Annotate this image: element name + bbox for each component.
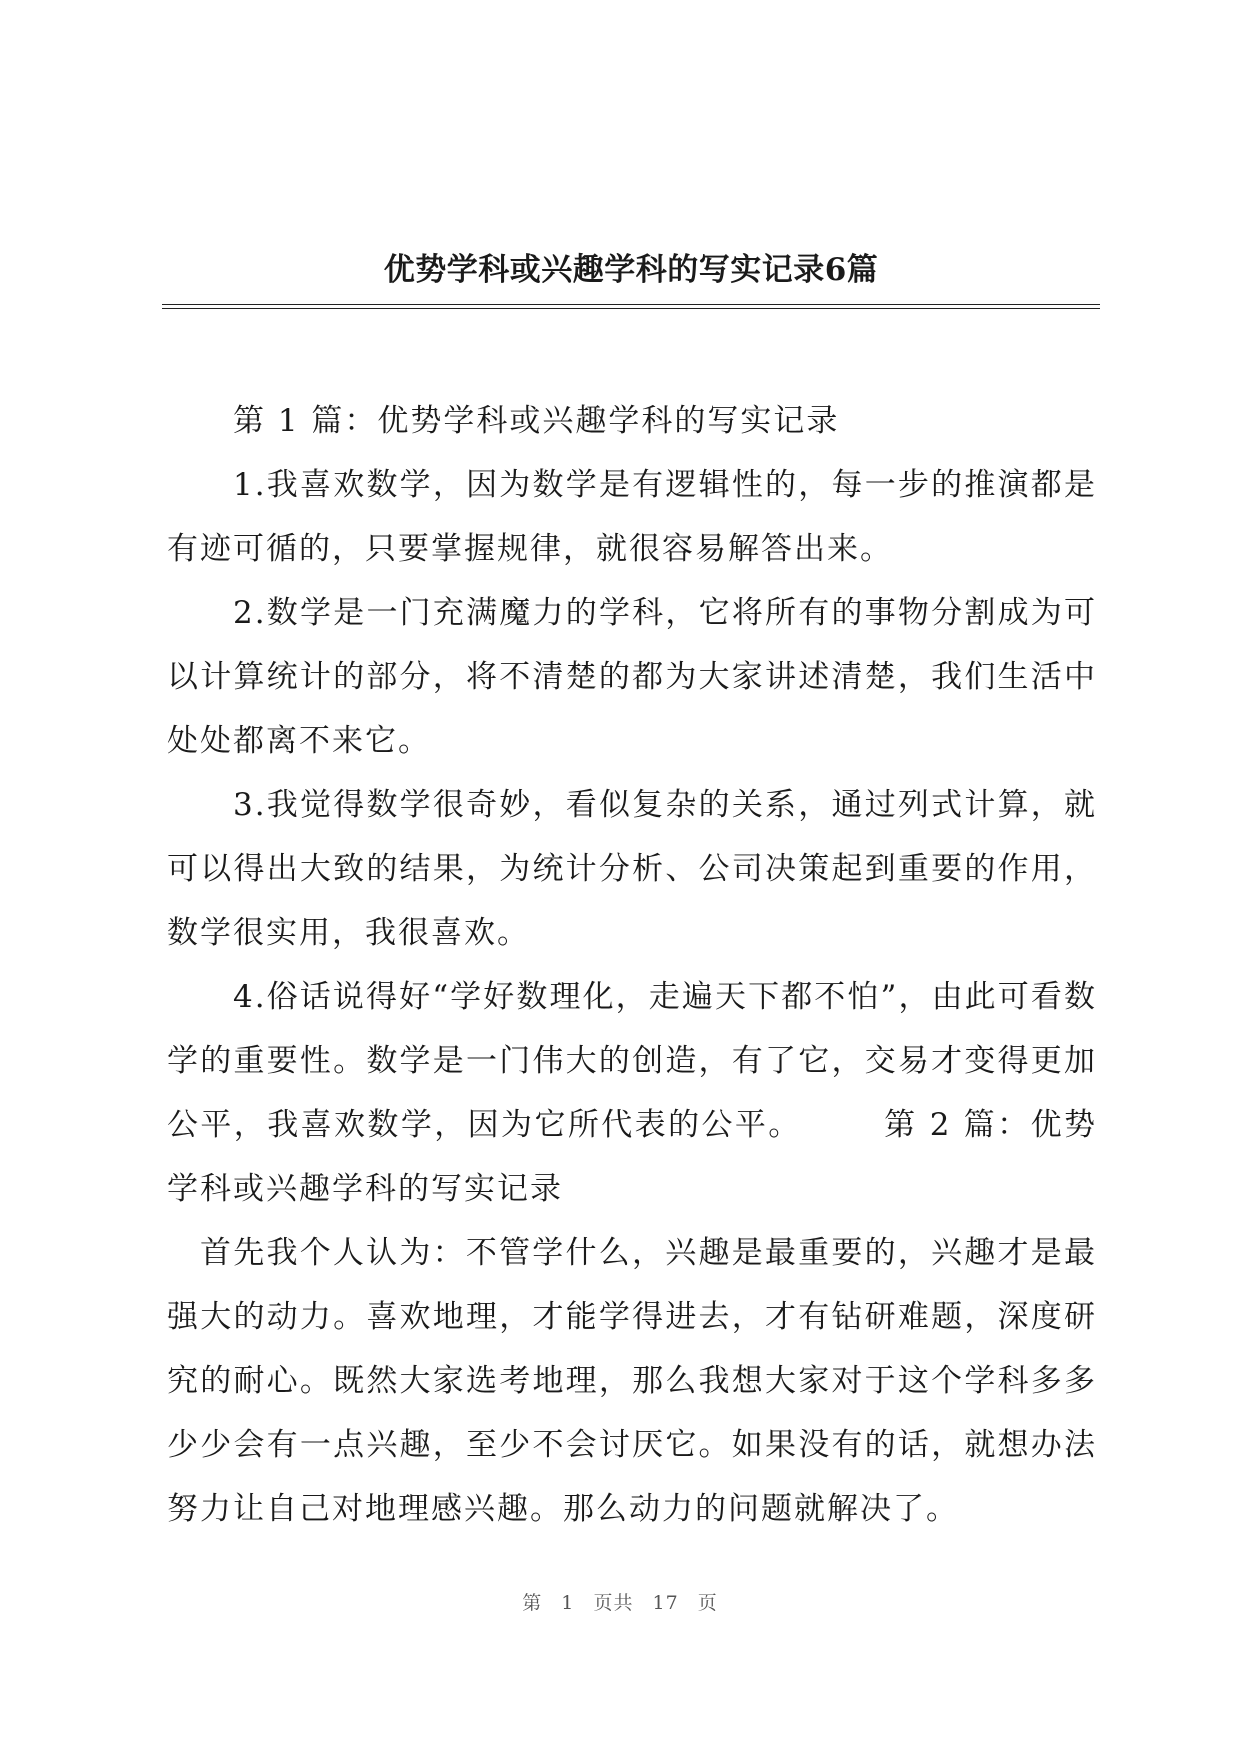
title-double-rule	[162, 304, 1100, 309]
footer-total-pages: 17	[652, 1592, 679, 1614]
footer-suffix: 页	[697, 1592, 718, 1614]
section-heading-1: 第 1 篇：优势学科或兴趣学科的写实记录	[233, 403, 840, 439]
paragraph-4	[167, 965, 1097, 1221]
document-title: 优势学科或兴趣学科的写实记录6篇	[383, 252, 879, 288]
section-heading-2: 第 2 篇：优势学科或兴趣学科的写实记录	[167, 1107, 1097, 1207]
paragraph-5: 首先我个人认为：不管学什么，兴趣是最重要的，兴趣才是最强大的动力。喜欢地理，才能学得进去，才有钻研难题，深度研究的耐心。既然大家选考地理，那么我想大家对于这个学科多多少少会有一点兴趣，至少不会讨厌它。如果没有的话，就想办法努力让自己对地理感兴趣。那么动力的问题就解决了。	[167, 1235, 1097, 1527]
footer-prefix: 第	[522, 1592, 543, 1614]
paragraph-3: 3.我觉得数学很奇妙，看似复杂的关系，通过列式计算，就可以得出大致的结果，为统计分析、公司决策起到重要的作用，数学很实用，我很喜欢。	[167, 787, 1097, 951]
paragraph-4-text: 4.俗话说得好“学好数理化，走遍天下都不怕”，由此可看数学的重要性。数学是一门伟大的创造，有了它，交易才变得更加公平，我喜欢数学，因为它所代表的公平。	[167, 979, 1097, 1143]
page-footer	[0, 1588, 1240, 1615]
document-body	[167, 389, 1097, 1541]
paragraph-1: 1.我喜欢数学，因为数学是有逻辑性的，每一步的推演都是有迹可循的，只要掌握规律，就很容易解答出来。	[167, 467, 1097, 567]
footer-middle: 页共	[593, 1592, 634, 1614]
paragraph-2: 2.数学是一门充满魔力的学科，它将所有的事物分割成为可以计算统计的部分，将不清楚的都为大家讲述清楚，我们生活中处处都离不来它。	[167, 595, 1097, 759]
footer-page-number: 1	[561, 1592, 575, 1614]
